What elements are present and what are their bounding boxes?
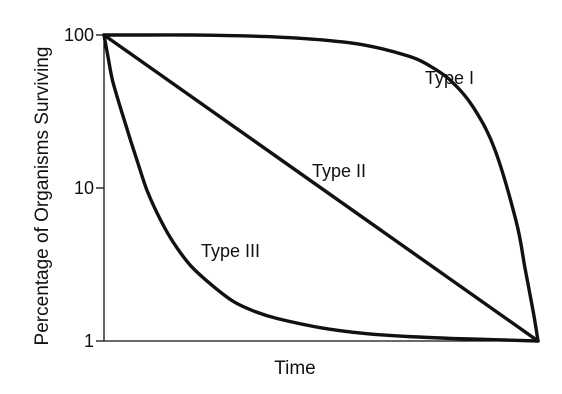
- x-axis-label: Time: [274, 358, 316, 379]
- y-tick-label: 1: [83, 331, 94, 351]
- type-ii-label: Type II: [312, 161, 367, 181]
- y-tick-label: 100: [63, 25, 94, 45]
- y-ticks: [64, 25, 104, 351]
- y-axis-label: Percentage of Organisms Surviving: [32, 46, 53, 346]
- y-tick-label: 10: [73, 178, 94, 198]
- type-i-label: Type I: [425, 68, 475, 88]
- type-iii-label: Type III: [201, 241, 261, 261]
